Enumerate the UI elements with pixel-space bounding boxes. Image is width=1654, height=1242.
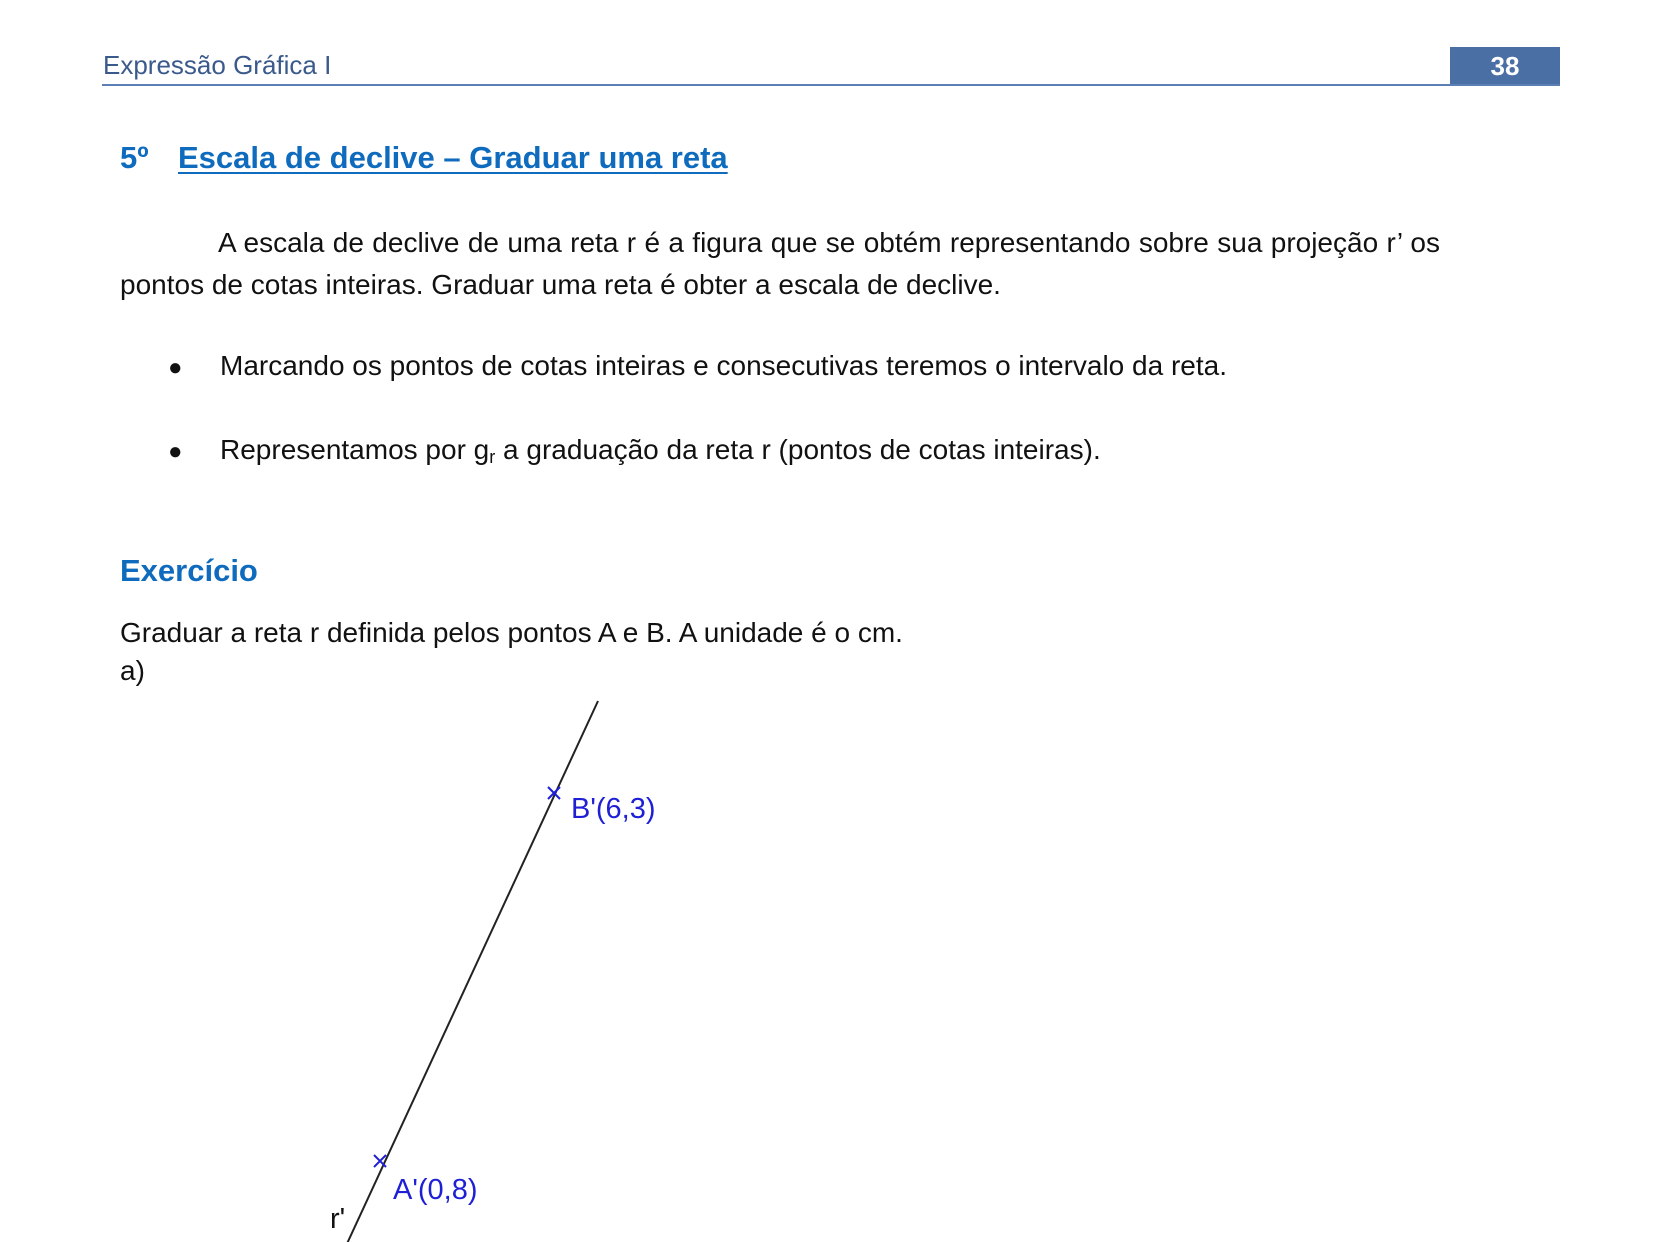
header-title: Expressão Gráfica I: [103, 50, 332, 80]
bullet-text-start: Representamos por g: [220, 434, 490, 465]
exercise-item-label: a): [120, 655, 145, 686]
exercise-heading: Exercício: [120, 553, 258, 588]
exercise-statement: Graduar a reta r definida pelos pontos A e B. A unidade é o cm.: [120, 617, 903, 648]
projection-line-r: [345, 701, 598, 1242]
section-number: 5º: [120, 140, 149, 175]
intro-paragraph: A escala de declive de uma reta r é a figura que se obtém representando sobre sua projeção r’ os pontos de cotas inteiras. Graduar uma reta é obter a escala de declive.: [120, 227, 1440, 300]
bullet-text: Marcando os pontos de cotas inteiras e consecutivas teremos o intervalo da reta.: [220, 350, 1227, 381]
section-title: Escala de declive – Graduar uma reta: [178, 140, 728, 175]
page-number-badge: 38: [1450, 47, 1560, 86]
bullet-text-end: a graduação da reta r (pontos de cotas inteiras).: [495, 434, 1101, 465]
bullet-subscript: r: [489, 447, 496, 467]
point-b-label: B'(6,3): [571, 793, 656, 825]
bullet-dot-icon: ●: [168, 354, 183, 381]
line-label: r': [330, 1203, 346, 1235]
point-a-label: A'(0,8): [393, 1174, 478, 1206]
bullet-dot-icon: ●: [168, 438, 183, 465]
